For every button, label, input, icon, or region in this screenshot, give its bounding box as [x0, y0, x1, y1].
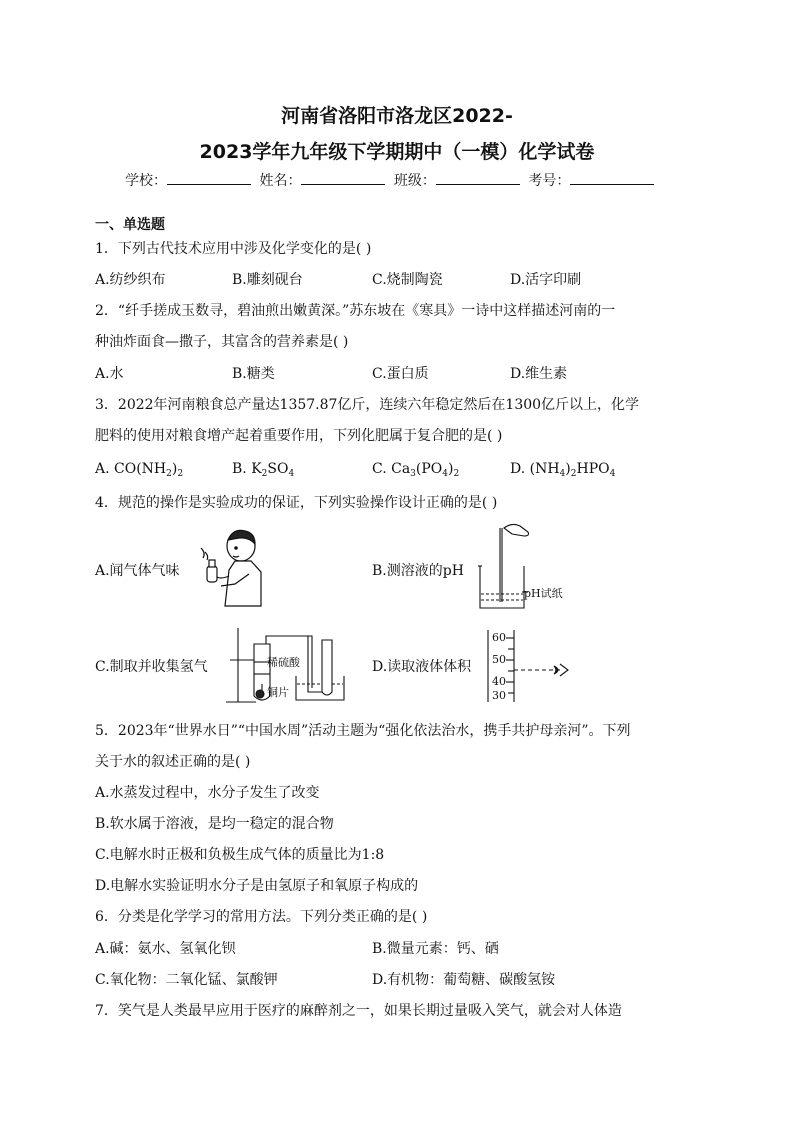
cylinder-tick-label: 40	[492, 675, 506, 688]
q6-option-a[interactable]: A.碱：氨水、氢氧化钡	[95, 941, 236, 957]
q3-b-formula-part: SO	[267, 461, 289, 477]
q1-option-c[interactable]: C.烧制陶瓷	[372, 272, 443, 288]
q2-option-b[interactable]: B.糖类	[232, 366, 275, 382]
q5-option-a[interactable]: A.水蒸发过程中，水分子发生了改变	[95, 785, 320, 801]
section-heading: 一、单选题	[95, 217, 165, 233]
q3-c-formula-part: C. Ca	[372, 461, 411, 477]
name-blank[interactable]	[301, 171, 385, 185]
q4-option-d[interactable]: D.读取液体体积	[372, 659, 472, 675]
exam-number-blank[interactable]	[570, 171, 654, 185]
q3-b-sub: 2	[261, 469, 268, 479]
q3-d-sub: 4	[609, 469, 616, 479]
q3-c-close: )	[448, 461, 454, 477]
cylinder-tick-label: 60	[492, 631, 506, 644]
q5-stem-line2: 关于水的叙述正确的是( )	[95, 754, 251, 770]
q3-d-close: )	[565, 461, 571, 477]
school-label: 学校：	[125, 173, 167, 189]
q3-d-formula-part: D. (NH	[510, 461, 560, 477]
q5-stem-line1: 5．2023年“世界水日”“中国水周”活动主题为“强化依法治水，携手共护母亲河”。下列	[95, 723, 631, 739]
ph-paper-label: pH试纸	[524, 587, 563, 600]
info-fields	[125, 171, 658, 190]
cylinder-tick-label: 50	[492, 653, 506, 666]
q2-stem-line1: 2．“纤手搓成玉数寻，碧油煎出嫩黄深。”苏东坡在《寒具》一诗中这样描述河南的一	[95, 303, 616, 319]
q6-option-b[interactable]: B.微量元素：钙、硒	[372, 941, 499, 957]
name-label: 姓名：	[259, 173, 302, 189]
school-blank[interactable]	[167, 171, 251, 185]
q3-c-sub: 2	[453, 469, 460, 479]
q1-option-b[interactable]: B.雕刻砚台	[232, 272, 303, 288]
q3-c-sub: 4	[442, 469, 448, 479]
q2-option-c[interactable]: C.蛋白质	[372, 366, 429, 382]
q2-stem-line2: 种油炸面食—撒子，其富含的营养素是( )	[95, 334, 349, 350]
q2-option-d[interactable]: D.维生素	[510, 366, 568, 382]
q7-stem-line1: 7．笑气是人类最早应用于医疗的麻醉剂之一，如果长期过量吸入笑气，就会对人体造	[95, 1003, 622, 1019]
q4-option-a[interactable]: A.闻气体气味	[95, 563, 180, 579]
class-label: 班级：	[393, 173, 436, 189]
q3-d-formula-part: HPO	[576, 461, 610, 477]
q4-option-b[interactable]: B.测溶液的pH	[372, 563, 464, 579]
q3-a-sub: 2	[166, 469, 172, 479]
q5-option-d[interactable]: D.电解水实验证明水分子是由氢原子和氧原子构成的	[95, 878, 419, 894]
q3-a-formula-part: A. CO(NH	[95, 461, 167, 477]
q1-option-d[interactable]: D.活字印刷	[510, 272, 582, 288]
q1-option-a[interactable]: A.纺纱织布	[95, 272, 166, 288]
q3-a-sub: 2	[177, 469, 184, 479]
q3-d-sub: 4	[559, 469, 566, 479]
q3-option-d[interactable]	[510, 460, 615, 483]
q6-stem: 6．分类是化学学习的常用方法。下列分类正确的是( )	[95, 909, 428, 925]
q2-option-a[interactable]: A.水	[95, 366, 124, 382]
q6-option-d[interactable]: D.有机物：葡萄糖、碳酸氢铵	[372, 972, 556, 988]
q5-option-c[interactable]: C.电解水时正极和负极生成气体的质量比为1:8	[95, 847, 385, 863]
q3-b-formula-part: B. K	[232, 461, 262, 477]
class-blank[interactable]	[436, 171, 520, 185]
smelling-gas-figure	[195, 526, 267, 614]
q4-stem: 4．规范的操作是实验成功的保证，下列实验操作设计正确的是( )	[95, 495, 498, 511]
q3-option-b[interactable]	[232, 460, 294, 483]
q6-option-c[interactable]: C.氧化物：二氧化锰、氯酸钾	[95, 972, 278, 988]
exam-number-label: 考号：	[528, 173, 571, 189]
q3-option-c[interactable]	[372, 460, 459, 483]
q3-c-sub: 3	[410, 469, 416, 479]
exam-title-line1: 河南省洛阳市洛龙区2022-	[281, 105, 513, 127]
dilute-acid-label: 稀硫酸	[267, 656, 300, 669]
q3-b-sub: 4	[288, 469, 295, 479]
q3-d-sub: 2	[570, 469, 577, 479]
q3-stem-line1: 3．2022年河南粮食总产量达1357.87亿斤，连续六年稳定然后在1300亿斤以上，化学	[95, 397, 640, 413]
q3-a-close: )	[171, 461, 178, 477]
q1-stem: 1．下列古代技术应用中涉及化学变化的是( )	[95, 241, 372, 257]
cylinder-tick-label: 30	[492, 689, 506, 702]
copper-sheet-label: 铜片	[267, 686, 289, 699]
exam-title-line2: 2023学年九年级下学期期中（一模）化学试卷	[199, 141, 595, 163]
q3-stem-line2: 肥料的使用对粮食增产起着重要作用，下列化肥属于复合肥的是( )	[95, 428, 503, 444]
q5-option-b[interactable]: B.软水属于溶液，是均一稳定的混合物	[95, 816, 334, 832]
q3-c-formula-part: (PO	[415, 461, 443, 477]
q4-option-c[interactable]: C.制取并收集氢气	[95, 659, 208, 675]
q3-option-a[interactable]	[95, 460, 183, 483]
